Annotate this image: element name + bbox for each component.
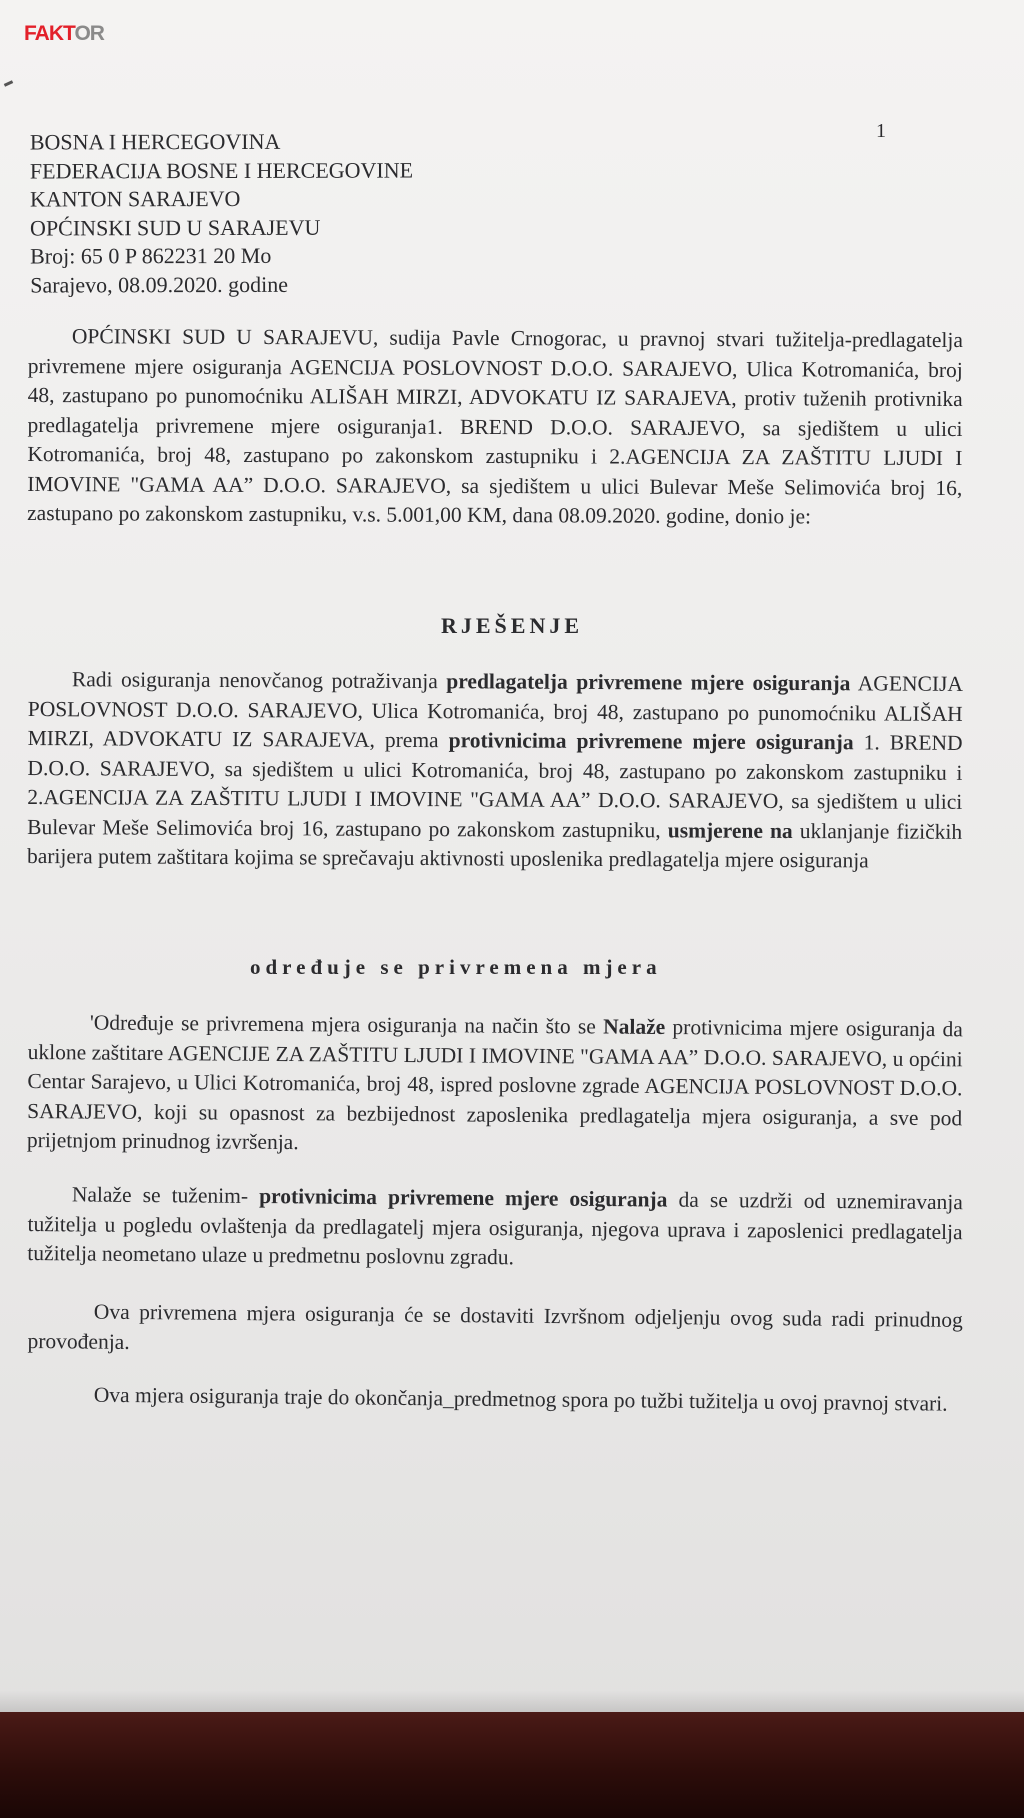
intro-text: OPĆINSKI SUD U SARAJEVU, sudija Pavle Crnogorac, u pravnoj stvari tužitelja-predlagatelja privremene mjere osiguranja AGENCIJA POSLOVNOST D.O.O. SARAJEVO, Ulica Kotromanića, broj 48, zastupano po punomoćniku ALIŠAH MIRZI, ADVOKATU IZ SARAJEVA, protiv tuženih protivnika predlagatelja privremene mjere osiguranja1. BREND D.O.O. SARAJEVO, sa sjedištem u ulici Kotromanića, broj 48, zastupano po zakonskom zastupniku i 2.AGENCIJA ZA ZAŠTITU LJUDI I IMOVINE "GAMA AA” D.O.O. SARAJEVO, sa sjedištem u ulici Bulevar Meše Selimovića broj 16, zastupano po zakonskom zastupniku, v.s. 5.001,00 KM, dana 08.09.2020. godine, donio je:: [27, 324, 963, 529]
intro-paragraph: [27, 322, 963, 533]
para2-bold: protivnicima privremene mjere osiguranja: [259, 1184, 668, 1212]
para2-text-2: da se uzdrži od uznemiravanja tužitelja u pogledu ovlaštenja da predlagatelj mjera osiguranja, njegova uprava i zaposlenici predlagatelja tužitelja neometano ulaze u predmetnu poslovnu zgradu.: [27, 1187, 963, 1270]
para1-text-1: 'Određuje se privremena mjera osiguranja na način što se: [89, 1010, 604, 1039]
decision-bold-2: protivnicima privremene mjere osiguranja: [448, 728, 854, 755]
faktor-logo: [24, 22, 104, 46]
para1-text-2: protivnicima mjere osiguranja da uklone zaštitare AGENCIJE ZA ZAŠTITU LJUDI I IMOVINE "GAMA AA” D.O.O. SARAJEVO, u općini Centar Sarajevo, u Ulici Kotromanića, broj 48, ispred poslovne zgrade AGENCIJA POSLOVNOST D.O.O. SARAJEVO, koji su opasnost za bezbijednost zaposlenika predlagatelja mjera osiguranja, a sve pod prijetnjom prinudnog izvršenja.: [26, 1015, 963, 1155]
para2-text-1: Nalaže se tuženim-: [71, 1182, 260, 1209]
decision-paragraph: [27, 665, 963, 876]
para4-text: Ova mjera osiguranja traje do okončanja_predmetnog spora po tužbi tužitelja u ovoj pravnoj stvari.: [93, 1382, 948, 1416]
court-header: [30, 127, 414, 299]
decision-text-3: 1. BREND D.O.O. SARAJEVO, sa sjedištem u ulici Kotromanića, broj 48, zastupano po zakonskom zastupniku i 2.AGENCIJA ZA ZAŠTITU LJUDI I IMOVINE "GAMA AA” D.O.O. SARAJEVO, sa sjedištem u ulici Bulevar Meše Selimovića broj 16, zastupano po zakonskom zastupniku,: [27, 730, 963, 842]
order-paragraph-1: [27, 1008, 963, 1163]
header-line: FEDERACIJA BOSNE I HERCEGOVINE: [29, 156, 414, 184]
header-line: OPĆINSKI SUD U SARAJEVU: [30, 214, 321, 241]
section-subtitle: određuje se privremena mjera: [250, 955, 662, 979]
para3-text: Ova privremena mjera osiguranja će se dostaviti Izvršnom odjeljenju ovog suda radi prinudnog provođenja.: [27, 1299, 963, 1354]
header-line: BOSNA I HERCEGOVINA: [29, 128, 281, 155]
header-line: KANTON SARAJEVO: [29, 185, 241, 212]
order-paragraph-4: [28, 1380, 963, 1419]
paper-shadow: [0, 1690, 1024, 1712]
logo-text-red: FAKT: [24, 22, 75, 45]
table-surface: [0, 1712, 1024, 1818]
page-number: 1: [876, 120, 886, 142]
order-paragraph-3: [27, 1297, 963, 1365]
decision-text-4: uklanjanje fizičkih barijera putem zaštitara kojima se sprečavaju aktivnosti uposlenika predlagatelja mjere osiguranja: [26, 818, 963, 873]
header-line: Broj: 65 0 P 862231 20 Mo: [30, 242, 272, 269]
logo-text-gray: OR: [74, 22, 104, 45]
para1-bold: Nalaže: [603, 1014, 666, 1040]
order-paragraph-2: [27, 1180, 963, 1277]
staple-mark: [4, 80, 13, 87]
decision-bold-1: predlagatelja privremene mjere osiguranja: [446, 669, 851, 696]
document-title: RJEŠENJE: [440, 613, 584, 638]
decision-text-1: Radi osiguranja nenovčanog potraživanja: [71, 667, 447, 694]
decision-text-2: AGENCIJA POSLOVNOST D.O.O. SARAJEVO, Ulica Kotromanića, broj 48, zastupano po punomoćniku ALIŠAH MIRZI, ADVOKATU IZ SARAJEVA, prema: [27, 671, 963, 753]
header-line: Sarajevo, 08.09.2020. godine: [30, 271, 289, 298]
decision-bold-3: usmjerene na: [667, 817, 793, 843]
